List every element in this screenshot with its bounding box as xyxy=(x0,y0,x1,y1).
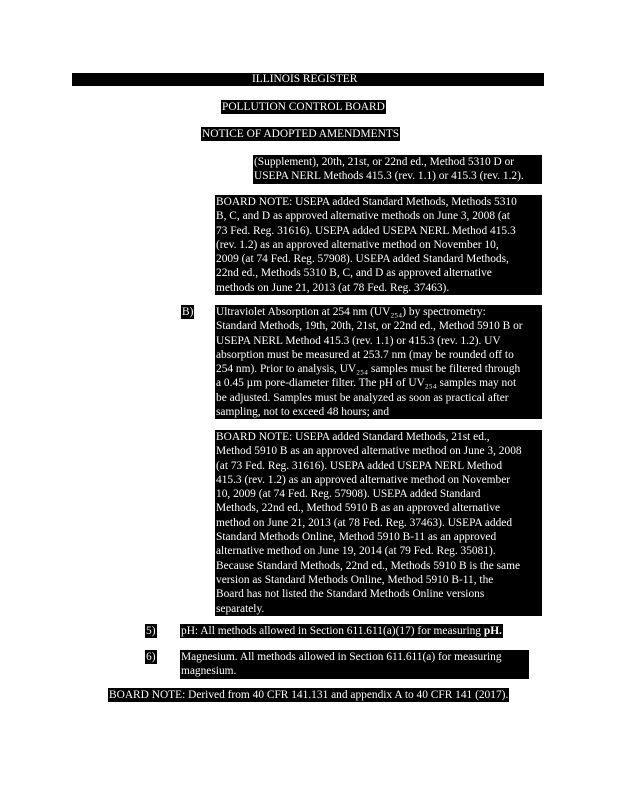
board-note-2-line: method on June 21, 2013 (at 78 Fed. Reg. 37463). USEPA added xyxy=(216,516,513,529)
board-note-2-line: version as Standard Methods Online, Method 5910 B-11, the xyxy=(216,573,494,586)
item-b-line: sampling, not to exceed 48 hours; and xyxy=(216,406,390,419)
board-note-1-line: B, C, and D as approved alternative methods on June 3, 2008 (at xyxy=(216,210,510,223)
board-note-1-line: BOARD NOTE: USEPA added Standard Methods, Methods 5310 xyxy=(216,196,517,208)
item-6-line: Magnesium. All methods allowed in Section 611.611(a) for measuring xyxy=(181,651,502,663)
board-note-2-line: alternative method on June 19, 2014 (at 79 Fed. Reg. 35081). xyxy=(216,545,496,558)
item-b-line: Ultraviolet Absorption at 254 nm (UV₂₅₄) by spectrometry: xyxy=(216,306,486,318)
board-note-2-line: Method 5910 B as an approved alternative method on June 3, 2008 xyxy=(216,445,522,458)
board-note-2-line: 415.3 (rev. 1.2) as an approved alternative method on November xyxy=(216,473,511,486)
item-6-label: 6) xyxy=(146,651,156,663)
board-note-2-line: 10, 2009 (at 74 Fed. Reg. 57908). USEPA added Standard xyxy=(216,488,481,501)
board-note-1-line: 2009 (at 74 Fed. Reg. 57908). USEPA added Standard Methods, xyxy=(216,253,509,266)
supplement-line: USEPA NERL Methods 415.3 (rev. 1.1) or 415.3 (rev. 1.2). xyxy=(254,170,524,183)
item-6-line: magnesium. xyxy=(181,665,237,678)
board-note-2-line: (at 73 Fed. Reg. 31616). USEPA added USEPA NERL Method xyxy=(216,459,503,472)
board-note-2-line: Board has not listed the Standard Methods Online versions xyxy=(216,588,485,601)
board-note-2-line: Methods, 22nd ed., Method 5910 B as an approved alternative xyxy=(216,502,501,515)
board-note-1-line: methods on June 21, 2013 (at 78 Fed. Reg. 37463). xyxy=(216,281,450,294)
item-b-line: USEPA NERL Method 415.3 (rev. 1.1) or 415.3 (rev. 1.2). UV xyxy=(216,334,501,347)
board-note-1-line: 22nd ed., Methods 5310 B, C, and D as approved alternative xyxy=(216,267,492,280)
board-note-1-line: 73 Fed. Reg. 31616). USEPA added USEPA NERL Method 415.3 xyxy=(216,224,516,237)
item-b-label: B) xyxy=(182,306,194,318)
board-note-2 xyxy=(215,430,542,616)
item-b-line: 254 nm). Prior to analysis, UV₂₅₄ samples must be filtered through xyxy=(216,363,521,376)
page-number: · xyxy=(300,772,303,781)
board-name: POLLUTION CONTROL BOARD xyxy=(222,101,385,113)
board-note-2-line: BOARD NOTE: USEPA added Standard Methods, 21st ed., xyxy=(216,431,490,443)
supplement-paragraph xyxy=(253,155,542,184)
notice-title: NOTICE OF ADOPTED AMENDMENTS xyxy=(202,128,400,140)
supplement-line: (Supplement), 20th, 21st, or 22nd ed., Method 5310 D or xyxy=(254,156,515,168)
item-b-line: Standard Methods, 19th, 20th, 21st, or 22nd ed., Method 5910 B or xyxy=(216,320,523,333)
item-5-label: 5) xyxy=(146,625,156,637)
item-5-text xyxy=(180,624,503,638)
board-note-2-line: Because Standard Methods, 22nd ed., Methods 5910 B is the same xyxy=(216,559,521,572)
item-5-emphasis: pH. xyxy=(483,625,502,637)
item-6-paragraph xyxy=(180,650,529,679)
board-note-1 xyxy=(215,195,542,295)
item-b-line: be adjusted. Samples must be analyzed as soon as practical after xyxy=(216,391,509,404)
board-note-final: BOARD NOTE: Derived from 40 CFR 141.131 and appendix A to 40 CFR 141 (2017). xyxy=(109,689,509,701)
board-note-2-line: Standard Methods Online, Method 5910 B-11 as an approved xyxy=(216,531,497,544)
board-note-1-line: (rev. 1.2) as an approved alternative method on November 10, xyxy=(216,238,499,251)
item-5-body: pH: All methods allowed in Section 611.611(a)(17) for measuring xyxy=(181,625,484,637)
register-title: ILLINOIS REGISTER xyxy=(252,73,358,85)
board-note-2-line: separately. xyxy=(216,602,265,615)
item-b-paragraph xyxy=(215,305,542,419)
item-b-line: absorption must be measured at 253.7 nm (may be rounded off to xyxy=(216,348,514,361)
item-b-line: a 0.45 µm pore-diameter filter. The pH of UV₂₅₄ samples may not xyxy=(216,377,517,390)
